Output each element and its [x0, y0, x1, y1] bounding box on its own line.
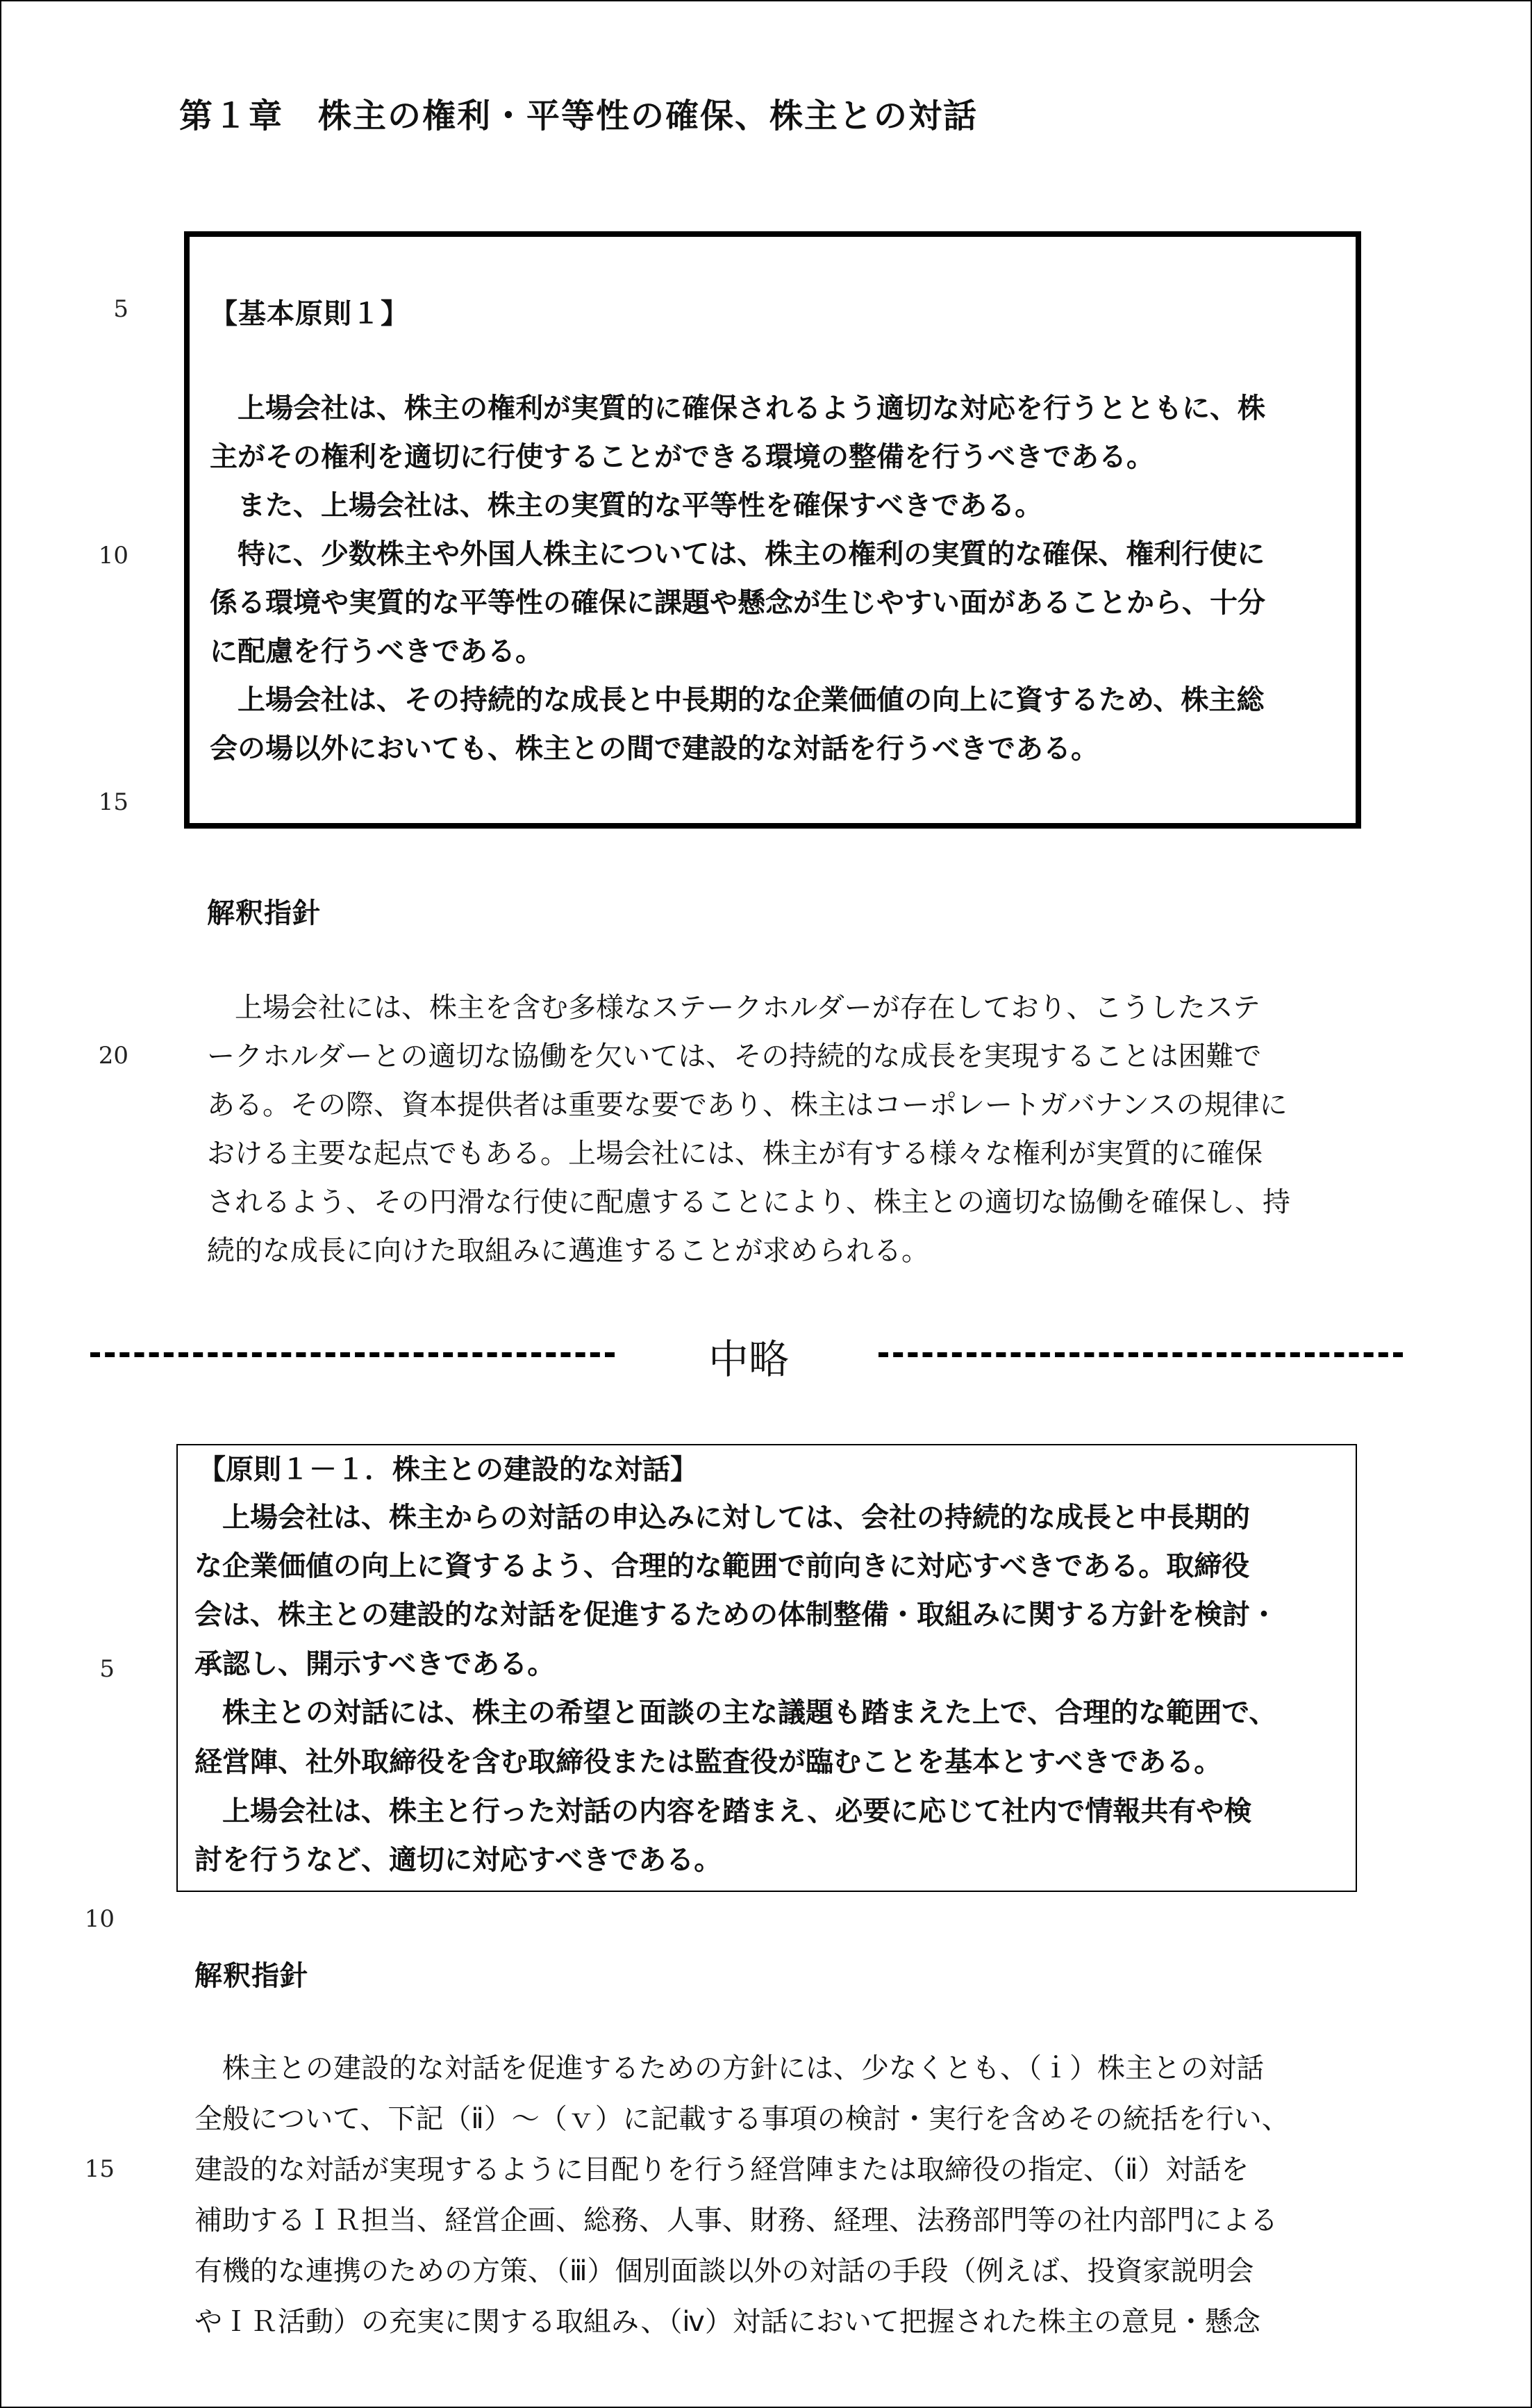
text-line: 建設的な対話が実現するように目配りを行う経営陣または取締役の指定、（ⅱ）対話を [194, 2154, 1249, 2186]
text-line: ークホルダーとの適切な協働を欠いては、その持続的な成長を実現することは困難で [207, 1040, 1262, 1072]
dashed-separator-right [879, 1352, 1403, 1357]
text-line: 討を行うなど、適切に対応すべきである。 [194, 1844, 722, 1876]
line-number: 10 [98, 542, 128, 570]
basic-principle-heading: 【基本原則１】 [210, 298, 409, 330]
text-line: 全般について、下記（ⅱ）～（ｖ）に記載する事項の検討・実行を含めその統括を行い、 [194, 2103, 1290, 2135]
text-line: 会の場以外においても、株主との間で建設的な対話を行うべきである。 [210, 733, 1099, 765]
text-line: おける主要な起点でもある。上場会社には、株主が有する様々な権利が実質的に確保 [207, 1138, 1263, 1170]
text-line: 上場会社は、株主からの対話の申込みに対しては、会社の持続的な成長と中長期的 [194, 1502, 1250, 1534]
text-line: に配慮を行うべきである。 [210, 636, 543, 667]
line-number: 5 [113, 295, 128, 323]
text-line: 経営陣、社外取締役を含む取締役または監査役が臨むことを基本とすべきである。 [194, 1746, 1222, 1778]
text-line: 上場会社は、株主と行った対話の内容を踏まえ、必要に応じて社内で情報共有や検 [194, 1795, 1252, 1827]
principle-heading: 【原則１－１．株主との建設的な対話】 [198, 1454, 698, 1486]
omitted-label: 中略 [708, 1336, 790, 1383]
text-line: 上場会社には、株主を含む多様なステークホルダーが存在しており、こうしたステ [207, 992, 1260, 1024]
text-line: 会は、株主との建設的な対話を促進するための体制整備・取組みに関する方針を検討・ [194, 1599, 1278, 1631]
text-line: 株主との建設的な対話を促進するための方針には、少なくとも、（ｉ）株主との対話 [194, 2052, 1264, 2084]
text-line: 補助するＩＲ担当、経営企画、総務、人事、財務、経理、法務部門等の社内部門による [194, 2204, 1278, 2236]
guidance-heading: 解釈指針 [207, 897, 321, 929]
guidance-heading: 解釈指針 [194, 1960, 308, 1992]
line-number: 10 [84, 1905, 115, 1933]
text-line: 続的な成長に向けた取組みに邁進することが求められる。 [207, 1235, 929, 1267]
text-line: 株主との対話には、株主の希望と面談の主な議題も踏まえた上で、合理的な範囲で、 [194, 1697, 1277, 1729]
text-line: な企業価値の向上に資するよう、合理的な範囲で前向きに対応すべきである。取締役 [194, 1550, 1250, 1582]
chapter-title: 第１章 株主の権利・平等性の確保、株主との対話 [179, 97, 979, 135]
text-line: 承認し、開示すべきである。 [194, 1648, 556, 1680]
text-line: やＩＲ活動）の充実に関する取組み、（ⅳ）対話において把握された株主の意見・懸念 [194, 2306, 1260, 2338]
text-line: 上場会社は、株主の権利が実質的に確保されるよう適切な対応を行うとともに、株 [210, 392, 1265, 424]
dashed-separator-left [90, 1352, 615, 1357]
text-line: されるよう、その円滑な行使に配慮することにより、株主との適切な協働を確保し、持 [207, 1186, 1290, 1218]
text-line: 有機的な連携のための方策、（ⅲ）個別面談以外の対話の手段（例えば、投資家説明会 [194, 2255, 1254, 2287]
line-number: 15 [98, 788, 128, 816]
text-line: 主がその権利を適切に行使することができる環境の整備を行うべきである。 [210, 441, 1154, 473]
line-number: 5 [99, 1655, 115, 1683]
text-line: 係る環境や実質的な平等性の確保に課題や懸念が生じやすい面があることから、十分 [210, 587, 1265, 619]
line-number: 15 [84, 2155, 115, 2183]
text-line: 上場会社は、その持続的な成長と中長期的な企業価値の向上に資するため、株主総 [210, 684, 1265, 716]
text-line: また、上場会社は、株主の実質的な平等性を確保すべきである。 [210, 490, 1043, 522]
line-number: 20 [98, 1042, 128, 1070]
text-line: ある。その際、資本提供者は重要な要であり、株主はコーポレートガバナンスの規律に [207, 1089, 1288, 1121]
text-line: 特に、少数株主や外国人株主については、株主の権利の実質的な確保、権利行使に [210, 538, 1265, 570]
